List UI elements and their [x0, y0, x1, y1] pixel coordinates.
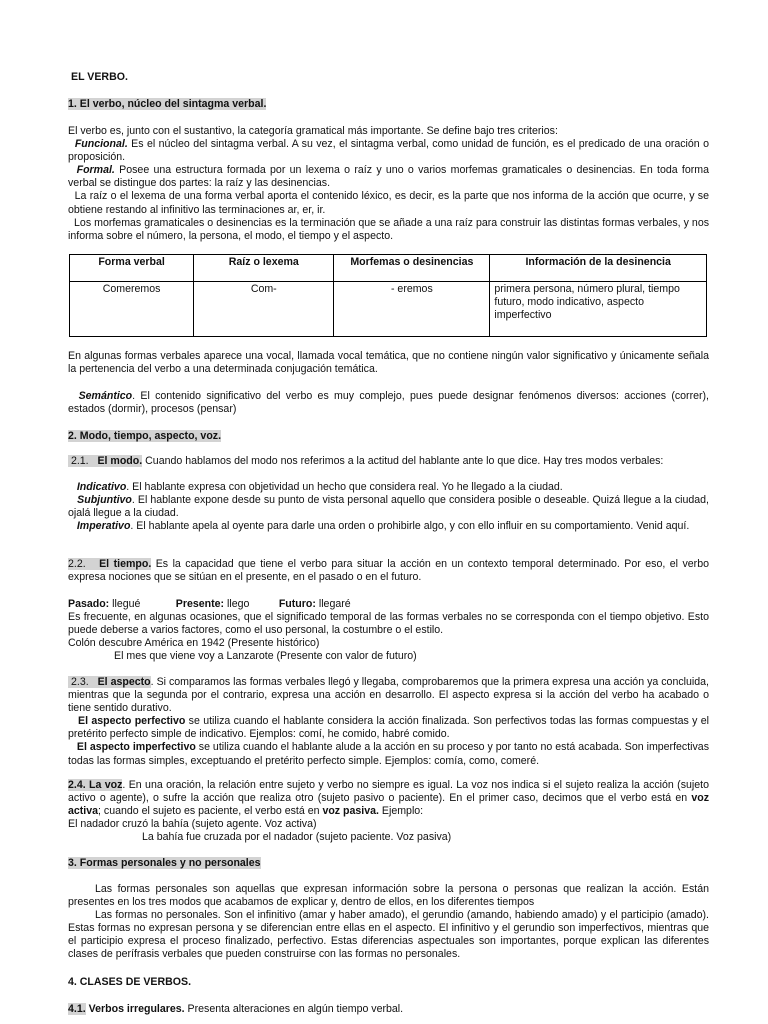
semantico-paragraph: [68, 390, 709, 416]
modo-highlight: [68, 455, 142, 467]
bahia-example: La bahía fue cruzada por el nadador (sujeto paciente. Voz pasiva): [142, 831, 452, 844]
futuro-label: Futuro:: [278, 598, 316, 610]
section-1-heading: [68, 98, 709, 111]
imperativo-label: Imperativo: [76, 520, 131, 533]
imperativo-text: . El hablante apela al oyente para darle una orden o prohibirle algo, y con ello influir en su comportamiento. Venid aquí.: [130, 520, 690, 533]
presente-label: Presente:: [175, 598, 225, 610]
voz-text-3: Ejemplo:: [378, 805, 424, 818]
aspecto-paragraph: [68, 676, 709, 768]
modo-text: Cuando hablamos del modo nos referimos a la actitud del hablante ante lo que dice. Hay tres modos verbales:: [142, 455, 664, 467]
frecuente-text: Es frecuente, en algunas ocasiones, que el significado temporal de las formas verbales no se corresponda con el tiempo objetivo. Esto puede deberse a varios factores, como el uso personal, la costumbre o el estilo.: [68, 611, 709, 637]
irregulares-paragraph: [68, 1003, 709, 1016]
formal-label: Formal.: [76, 164, 115, 177]
table-header-cell: Morfemas o desinencias: [334, 255, 490, 282]
formas-paragraph: [68, 883, 709, 962]
vocal-tematica-paragraph: En algunas formas verbales aparece una vocal, llamada vocal temática, que no contiene ningún valor significativo y únicamente señala la pertenencia del verbo a una determinada conjugación temática.: [68, 350, 709, 376]
table-row: [70, 282, 707, 337]
table-cell: primera persona, número plural, tiempo futuro, modo indicativo, aspecto imperfectivo: [490, 282, 707, 337]
voz-text-2: ; cuando el sujeto es paciente, el verbo está en: [98, 805, 323, 818]
tiempo-label: El tiempo.: [99, 558, 152, 570]
subjuntivo-label: Subjuntivo: [77, 494, 132, 507]
tiempo-text: Es la capacidad que tiene el verbo para situar la acción en un contexto temporal determinado. Por eso, el verbo expresa nociones que se sitúan en el presente, en el pasado o en el futuro.: [68, 558, 709, 584]
tiempos-block: [68, 598, 709, 663]
section-3-heading-text: 3. Formas personales y no personales: [68, 857, 261, 869]
semantico-label: Semántico: [78, 390, 133, 402]
verb-intro-text: El verbo es, junto con el sustantivo, la categoría gramatical más importante. Se define bajo tres criterios:: [68, 125, 558, 137]
morfemas-text: Los morfemas gramaticales o desinencias es la terminación que se añade a una raíz para construir las distintas formas verbales, y nos informa sobre el número, la persona, el modo, el tiempo y el aspecto.: [68, 216, 710, 242]
imperfectivo-text: se utiliza cuando el hablante alude a la acción en su proceso y por tanto no está acabada. Son imperfectivas todas las formas simples, exceptuando el pretérito perfecto simple. Ejemplos: comía, como, comeré.: [68, 741, 709, 767]
voz-text-1: . En una oración, la relación entre sujeto y verbo no siempre es igual. La voz nos indica si el sujeto realiza la acción (sujeto activo o agente), o sufre la acción que realiza otro (sujeto pasivo o paciente). En el primer caso, decimos que el verbo está en: [68, 779, 709, 805]
table-cell: - eremos: [334, 282, 490, 337]
tiempo-number: 2.2.: [68, 558, 86, 570]
voz-activa: voz activa: [68, 792, 709, 818]
tiempo-highlight: [68, 558, 151, 570]
modo-label: El modo.: [97, 455, 143, 467]
section-4-heading: 4. CLASES DE VERBOS.: [68, 976, 192, 988]
table-header-cell: Información de la desinencia: [490, 255, 707, 282]
modo-number: 2.1.: [70, 455, 89, 467]
funcional-text: Es el núcleo del sintagma verbal. A su vez, el sintagma verbal, como unidad de función, es el predicado de una oración o proposición.: [68, 138, 709, 164]
aspecto-highlight: [68, 676, 151, 688]
nadador-example: El nadador cruzó la bahía (sujeto agente. Voz activa): [68, 818, 317, 831]
aspecto-label: El aspecto: [97, 676, 151, 688]
pasado-label: Pasado:: [68, 598, 110, 610]
irregulares-text: Presenta alteraciones en algún tiempo verbal.: [184, 1003, 404, 1015]
formal-text: Posee una estructura formada por un lexema o raíz y uno o varios morfemas gramaticales o desinencias. En toda forma verbal se distingue dos partes: la raíz y las desinencias.: [68, 164, 709, 190]
section-1-heading-text: 1. El verbo, núcleo del sintagma verbal.: [68, 98, 267, 110]
indicativo-text: . El hablante expresa con objetividad un hecho que considera real. Yo he llegado a la ciudad.: [126, 481, 563, 493]
colon-example: Colón descubre América en 1942 (Presente histórico): [68, 637, 320, 650]
verb-intro-paragraph: [68, 125, 709, 243]
presente-text: llego: [224, 598, 250, 610]
raiz-text: La raíz o el lexema de una forma verbal aporta el contenido léxico, es decir, es la parte que nos informa de la acción que ocurre, y se obtiene restando al infinitivo las terminaciones ar, er, ir.: [68, 190, 709, 216]
voz-pasiva: voz pasiva.: [322, 805, 379, 818]
section-2-heading-text: 2. Modo, tiempo, aspecto, voz.: [68, 430, 222, 442]
perfectivo-label: El aspecto perfectivo: [78, 715, 186, 728]
document-title: EL VERBO.: [71, 71, 128, 83]
modos-list: [68, 481, 709, 533]
irregulares-number: 4.1.: [68, 1003, 86, 1015]
modo-paragraph: [68, 455, 709, 468]
imperfectivo-label: El aspecto imperfectivo: [76, 741, 196, 754]
section-3-heading: [68, 857, 709, 870]
tiempo-paragraph: [68, 558, 709, 584]
section-2-heading: [68, 430, 709, 443]
futuro-text: llegaré: [315, 598, 351, 610]
aspecto-number: 2.3.: [70, 676, 89, 688]
semantico-text: . El contenido significativo del verbo es muy complejo, pues puede designar fenómenos diversos: acciones (correr), estados (dormir), procesos (pensar): [68, 390, 709, 416]
tiempos-line: [68, 598, 351, 610]
table-cell: Com-: [194, 282, 334, 337]
voz-label: 2.4. La voz: [68, 779, 123, 791]
aspecto-text: . Si comparamos las formas verbales llegó y llegaba, comprobaremos que la primera expresa una acción ya concluida, mientras que la segunda por el contrario, expresa una acción en desarrollo. El aspecto expresa si la acción del verbo ha acabado o tiene sentido durativo.: [68, 676, 709, 715]
table-header-cell: Raíz o lexema: [194, 255, 334, 282]
verb-form-table: [69, 254, 707, 337]
funcional-label: Funcional.: [74, 138, 128, 151]
no-personales-text: Las formas no personales. Son el infinitivo (amar y haber amado), el gerundio (amando, habiendo amado) y el participio (amado). Estas formas no expresan persona y se diferencian entre ellas en el aspecto. El infinitivo y el gerundio son imperfectivos, mientras que el participio expresa el proceso finalizado, perfectivo. Estas diferencias aspectuales son importantes, porque explican las diferentes clases de perífrasis verbales que pueden construirse con las formas no personales.: [68, 909, 709, 961]
personales-text: Las formas personales son aquellas que expresan información sobre la persona o personas que realizan la acción. Están presentes en los tres modos que acabamos de explicar y, dentro de ellos, en los diferentes tiempos: [68, 883, 709, 909]
irregulares-label: Verbos irregulares.: [88, 1003, 185, 1015]
pasado-text: llegué: [109, 598, 141, 610]
indicativo-label: Indicativo: [76, 481, 127, 493]
subjuntivo-text: . El hablante expone desde su punto de vista personal aquello que considera posible o deseable. Quizá llegue a la ciudad, ojalá llegue a la ciudad.: [68, 494, 709, 520]
voz-paragraph: [68, 779, 709, 844]
table-header-cell: Forma verbal: [70, 255, 194, 282]
mes-example: El mes que viene voy a Lanzarote (Presente con valor de futuro): [114, 650, 417, 663]
table-cell: Comeremos: [70, 282, 194, 337]
table-header-row: [70, 255, 707, 282]
perfectivo-text: se utiliza cuando el hablante considera la acción finalizada. Son perfectivos todas las formas compuestas y el pretérito perfecto simple de indicativo. Ejemplos: comí, he comido, habré comido.: [68, 715, 709, 741]
